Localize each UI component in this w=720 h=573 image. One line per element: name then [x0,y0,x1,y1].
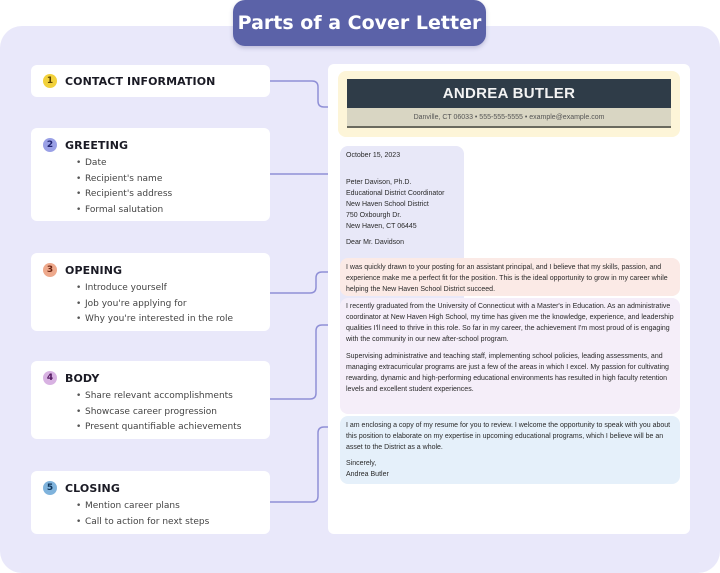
list-item: • Job you're applying for [76,297,258,313]
part-title: OPENING [65,263,123,277]
letter-date: October 15, 2023 [346,152,401,159]
number-2-badge: 2 [43,138,57,152]
body-paragraph-2: Supervising administrative and teaching staff, implementing school policies, leading assessments, and managing extracurricular programs are just a few of the areas in which I excel. My passion for cultivating rewarding, dynamic and high-performing educational environments has resulted in high faculty retention levels and excellent student experiences. [346,353,669,393]
opening-paragraph: I was quickly drawn to your posting for an assistant principal, and I believe that my skills, passion, and experience make me a perfect fit for the position. This is the ideal opportunity to grow in my career while helping the New Haven School District succeed. [346,264,668,293]
recipient-title: Educational District Coordinator [346,190,445,197]
part-items [76,156,258,218]
part-card-opening [31,253,270,331]
part-items [76,389,258,436]
part-title: GREETING [65,138,129,152]
list-item: • Mention career plans [76,499,258,515]
closing-paragraph: I am enclosing a copy of my resume for you to review. I welcome the opportunity to speak with you about this position to elaborate on my expertise in upcoming educational programs, which I believe will be an asset to the District as a whole. [346,422,671,451]
body-paragraph-1: I recently graduated from the University of Connecticut with a Master's in Education. As an administrative coordinator at New Haven High School, my time has given me the knowledge, experience, and leadership qualities I'll need to thrive in this role. So far in my career, the achievement I'm most proud of is engaging with the community in our new after-school program. [346,303,674,343]
number-3-badge: 3 [43,263,57,277]
letter-signoff: Sincerely, [346,460,377,467]
part-title: BODY [65,371,100,385]
part-items [76,499,258,530]
part-items [76,281,258,328]
list-item: • Call to action for next steps [76,515,258,531]
page-title: Parts of a Cover Letter [233,0,486,46]
list-item: • Date [76,156,258,172]
part-card-contact-information [31,65,270,97]
recipient-org: New Haven School District [346,201,429,208]
number-5-badge: 5 [43,481,57,495]
part-title: CLOSING [65,481,120,495]
cover-letter-sample [328,64,690,534]
list-item: • Introduce yourself [76,281,258,297]
letter-contact-section [338,71,680,137]
letter-opening-section [340,258,680,296]
letter-signature: Andrea Butler [346,471,389,478]
list-item: • Showcase career progression [76,405,258,421]
recipient-street: 750 Oxbourgh Dr. [346,212,402,219]
part-card-closing [31,471,270,534]
number-1-badge: 1 [43,74,57,88]
part-card-greeting [31,128,270,221]
part-title: CONTACT INFORMATION [65,74,216,88]
part-card-body [31,361,270,439]
recipient-city: New Haven, CT 06445 [346,223,417,230]
list-item: • Formal salutation [76,203,258,219]
list-item: • Share relevant accomplishments [76,389,258,405]
letter-salutation: Dear Mr. Davidson [346,239,404,246]
letter-name: ANDREA BUTLER [347,79,671,108]
list-item: • Why you're interested in the role [76,312,258,328]
letter-contact-line: Danville, CT 06033 • 555-555-5555 • example@example.com [347,108,671,128]
recipient-name: Peter Davison, Ph.D. [346,179,412,186]
list-item: • Present quantifiable achievements [76,420,258,436]
list-item: • Recipient's address [76,187,258,203]
list-item: • Recipient's name [76,172,258,188]
letter-closing-section [340,416,680,484]
letter-body-section [340,298,680,414]
number-4-badge: 4 [43,371,57,385]
